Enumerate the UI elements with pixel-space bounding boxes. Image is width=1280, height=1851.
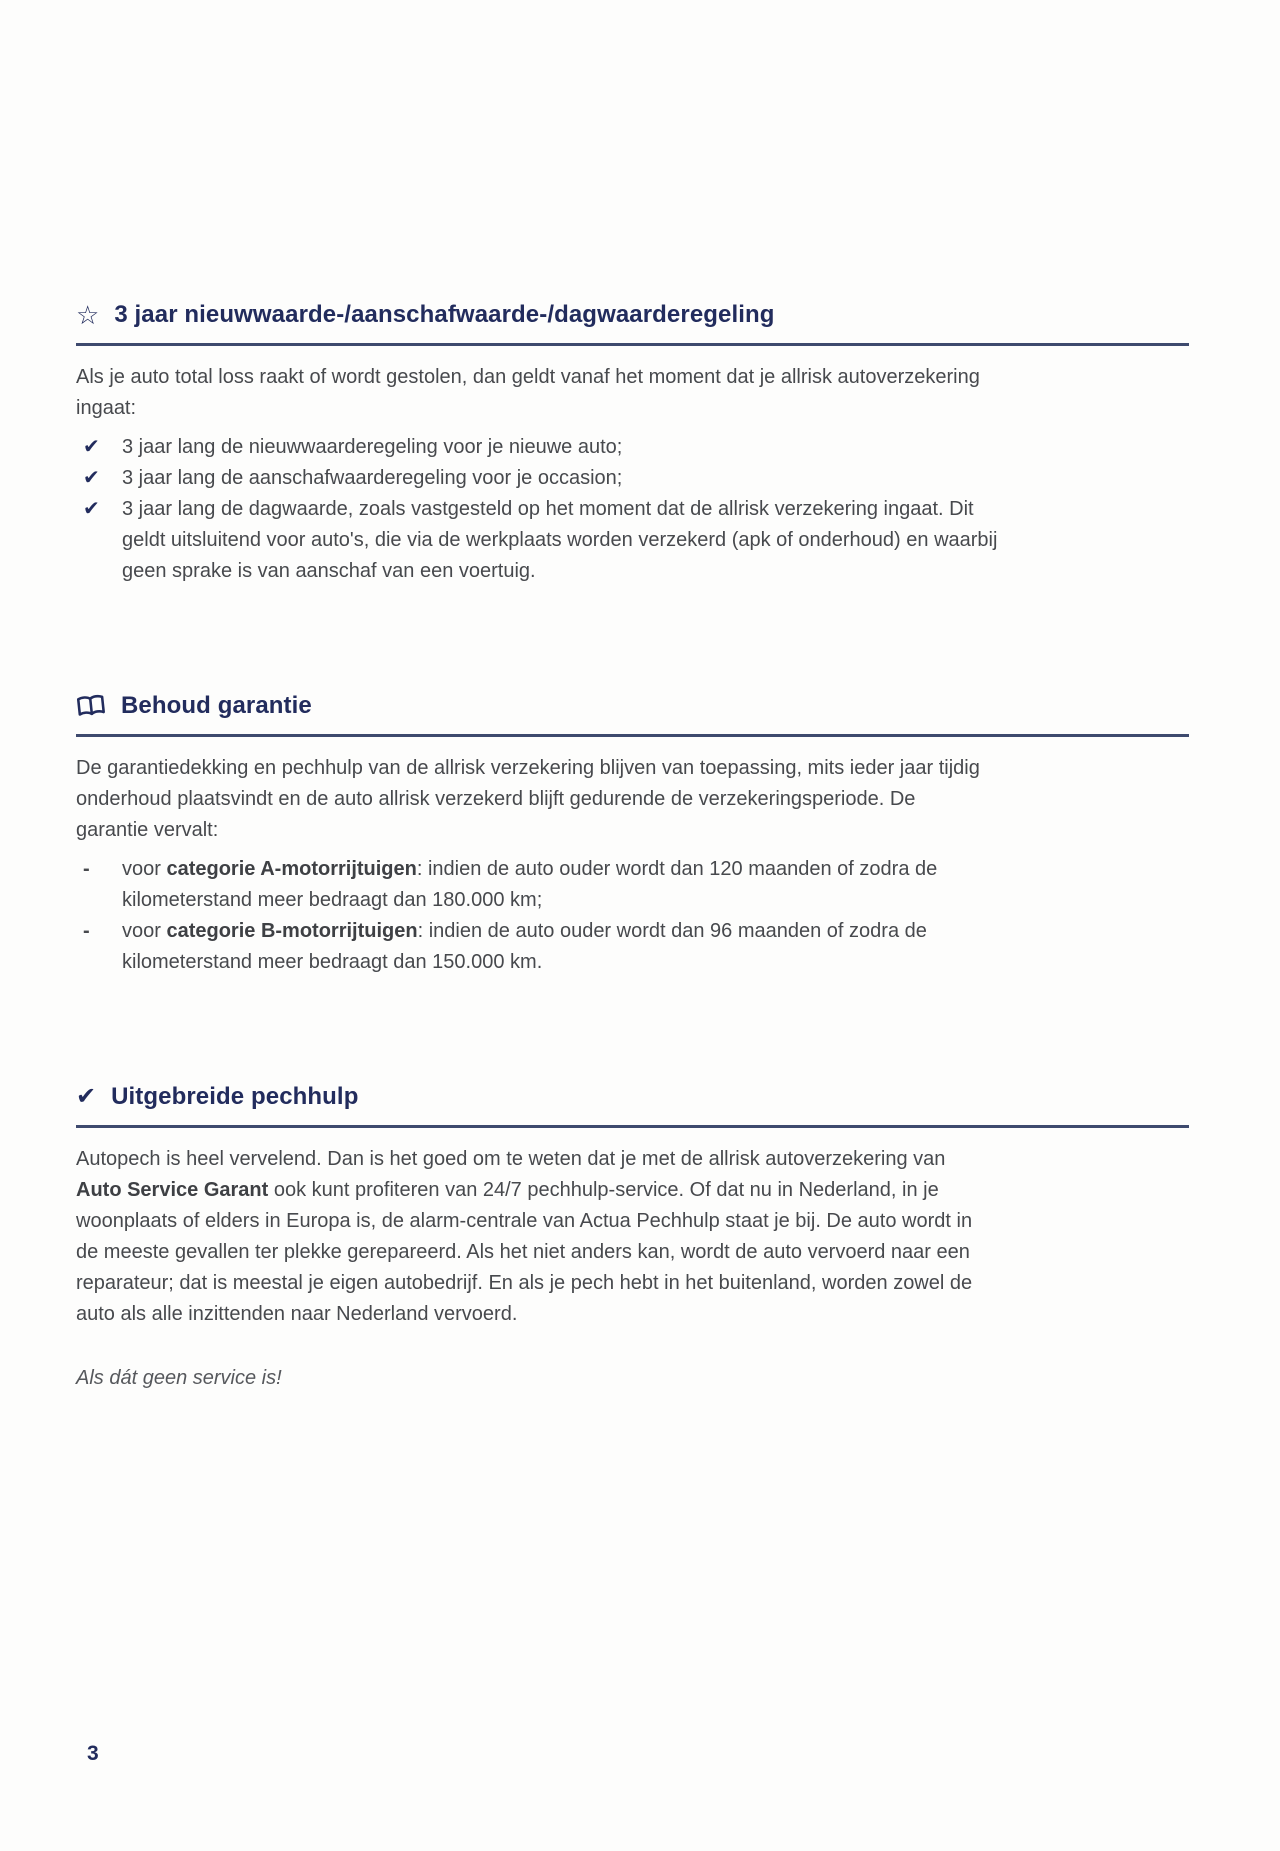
item-text-bold: categorie A-motorrijtuigen [166, 858, 417, 880]
section-warranty-title: Behoud garantie [121, 692, 312, 719]
item-text-post: : indien de auto ouder wordt dan 96 maanden of zodra de kilometerstand meer bedraagt dan 150.000 km. [122, 920, 927, 973]
list-item-text [122, 916, 1020, 978]
section-warranty [76, 691, 1189, 978]
list-item-text: 3 jaar lang de dagwaarde, zoals vastgesteld op het moment dat de allrisk verzekering ingaat. Dit geldt uitsluitend voor auto's, die via de werkplaats worden verzekerd (apk of onderhoud) en waarbij geen sprake is van aanschaf van een voertuig. [122, 498, 998, 582]
list-item [76, 432, 1189, 463]
section-roadside [76, 1082, 1189, 1394]
section-newvalue-heading [76, 300, 1189, 330]
list-item [76, 463, 1189, 494]
item-text-pre: voor [122, 858, 167, 880]
list-item [76, 916, 1189, 978]
body-text-pre: Autopech is heel vervelend. Dan is het goed om te weten dat je met de allrisk autoverzekering van [76, 1148, 946, 1170]
section-roadside-heading [76, 1082, 1189, 1112]
check-icon: ✔ [83, 436, 100, 458]
dash-icon: - [83, 858, 90, 880]
section-roadside-body [76, 1144, 988, 1330]
section-newvalue-intro: Als je auto total loss raakt of wordt gestolen, dan geldt vanaf het moment dat je allrisk autoverzekering ingaat: [76, 366, 980, 419]
list-item-text: 3 jaar lang de nieuwwaarderegeling voor je nieuwe auto; [122, 436, 623, 458]
open-book-icon [76, 694, 106, 718]
section-newvalue [76, 300, 1189, 587]
dash-icon: - [83, 920, 90, 942]
heading-rule [76, 734, 1189, 737]
item-text-post: : indien de auto ouder wordt dan 120 maanden of zodra de kilometerstand meer bedraagt dan 180.000 km; [122, 858, 938, 911]
item-text-bold: categorie B-motorrijtuigen [166, 920, 418, 942]
section-warranty-heading [76, 691, 1189, 721]
body-text-post: ook kunt profiteren van 24/7 pechhulp-service. Of dat nu in Nederland, in je woonplaats of elders in Europa is, de alarm-centrale van Actua Pechhulp staat je bij. De auto wordt in de meeste gevallen ter plekke gerepareerd. Als het niet anders kan, wordt de auto vervoerd naar een reparateur; dat is meestal je eigen autobedrijf. En als je pech hebt in het buitenland, worden zowel de auto als alle inzittenden naar Nederland vervoerd. [76, 1179, 973, 1325]
list-item-text: 3 jaar lang de aanschafwaarderegeling voor je occasion; [122, 467, 623, 489]
section-newvalue-title: 3 jaar nieuwwaarde-/aanschafwaarde-/dagwaarderegeling [114, 301, 775, 328]
heading-rule [76, 1125, 1189, 1128]
dash-list [76, 854, 1189, 978]
brand-name: Auto Service Garant [76, 1179, 269, 1201]
star-icon: ☆ [76, 300, 100, 330]
section-roadside-title: Uitgebreide pechhulp [111, 1083, 359, 1110]
list-item [76, 494, 1189, 587]
list-item [76, 854, 1189, 916]
check-list [76, 432, 1189, 587]
page-number: 3 [87, 1742, 99, 1765]
item-text-pre: voor [122, 920, 167, 942]
heading-rule [76, 343, 1189, 346]
list-item-text [122, 854, 1020, 916]
section-warranty-intro: De garantiedekking en pechhulp van de allrisk verzekering blijven van toepassing, mits ieder jaar tijdig onderhoud plaatsvindt en de auto allrisk verzekerd blijft gedurende de verzekeringsperiode. De garantie vervalt: [76, 757, 980, 841]
check-icon: ✔ [83, 498, 100, 520]
service-tagline: Als dát geen service is! [76, 1367, 282, 1389]
check-icon: ✔ [83, 467, 100, 489]
check-icon: ✔ [76, 1083, 97, 1110]
page-content [76, 300, 1189, 1394]
